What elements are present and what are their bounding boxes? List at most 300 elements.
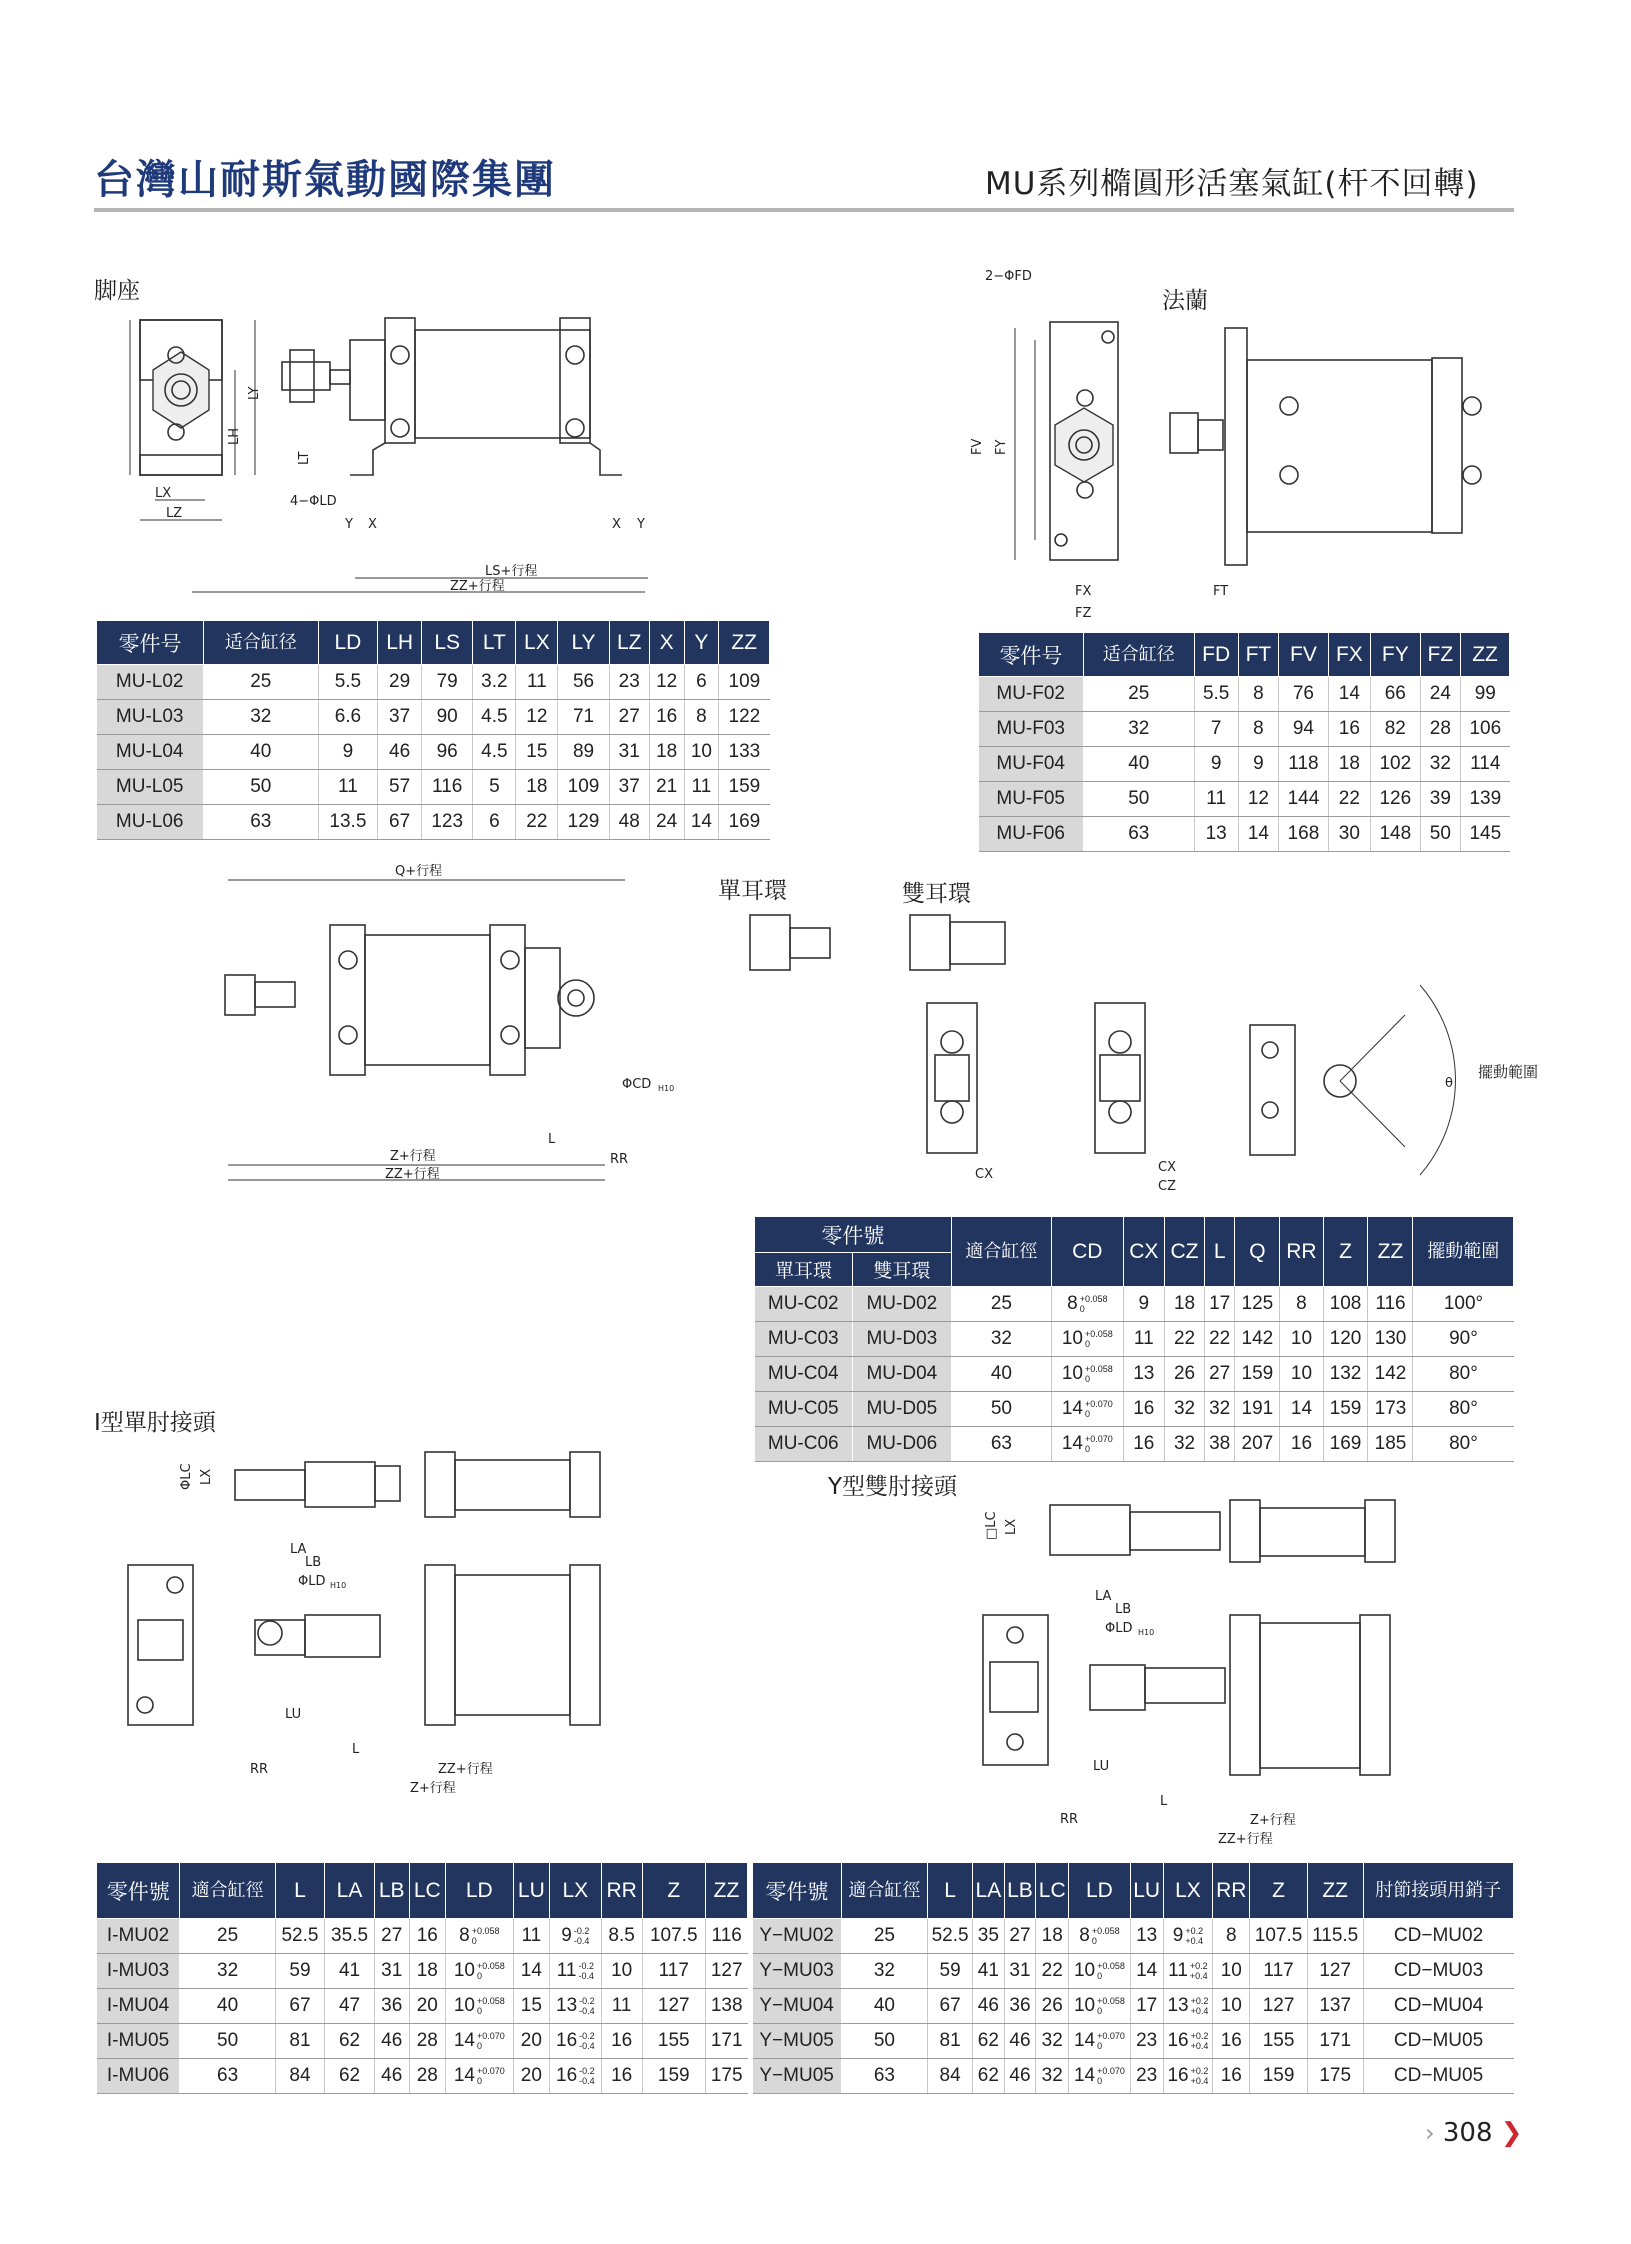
tolerance — [477, 1996, 505, 2016]
flange-th: FT — [1238, 633, 1278, 677]
dim-cz: CZ — [1158, 1179, 1176, 1194]
flange-th: FX — [1328, 633, 1370, 677]
table-row — [753, 1989, 1514, 2024]
tolerance — [1191, 2066, 1209, 2086]
foot-cell: 3.2 — [473, 665, 516, 700]
chevron-right-icon: › — [1425, 2119, 1435, 2147]
y-th: LD — [1069, 1863, 1130, 1919]
tol-upper: -0.2 — [579, 2065, 595, 2076]
flange-cell: 30 — [1328, 817, 1370, 852]
tol-lower: +0.4 — [1185, 1935, 1204, 1946]
tolerance — [1085, 1329, 1113, 1349]
y-rr: 8 — [1213, 1919, 1250, 1954]
i-th: 適合缸徑 — [180, 1863, 275, 1919]
tol-upper: +0.058 — [1097, 1995, 1125, 2006]
tol-upper: +0.058 — [471, 1925, 500, 1936]
clevis-cz: 32 — [1165, 1392, 1205, 1427]
clevis-th-cx: CX — [1123, 1217, 1165, 1287]
foot-cell: 18 — [649, 735, 684, 770]
clevis-l: 17 — [1204, 1287, 1234, 1322]
dim-ft: FT — [1213, 584, 1229, 599]
tol-upper: +0.070 — [1097, 2065, 1125, 2076]
dim-y-zz: ZZ+行程 — [1218, 1832, 1273, 1847]
y-ld: 8 +0.058 0 — [1069, 1919, 1130, 1954]
tol-upper: -0.2 — [579, 2030, 595, 2041]
flange-cell: 24 — [1420, 677, 1460, 712]
table-row — [97, 735, 770, 770]
clevis-cz: 26 — [1165, 1357, 1205, 1392]
table-row — [753, 1954, 1514, 1989]
clevis-part-single: MU-C04 — [755, 1357, 853, 1392]
dim-lt: LT — [297, 451, 312, 465]
dim-rr-clevis: RR — [610, 1152, 629, 1167]
i-ld: 10 +0.058 0 — [445, 1989, 513, 2024]
clevis-th-bore: 適合缸徑 — [951, 1217, 1051, 1287]
y-joint-drawing — [975, 1490, 1445, 1850]
header-divider — [94, 208, 1514, 212]
clevis-zz: 142 — [1368, 1357, 1413, 1392]
table-row — [97, 1989, 748, 2024]
dim-ls-stroke: LS+行程 — [485, 564, 538, 579]
y-joint-label: Y型雙肘接頭 — [828, 1474, 958, 1500]
table-row — [755, 1287, 1514, 1322]
clevis-rr: 16 — [1280, 1427, 1323, 1462]
tol-upper: -0.2 — [573, 1925, 590, 1936]
dim-i-zz: ZZ+行程 — [438, 1762, 493, 1777]
flange-cell: 32 — [1083, 712, 1194, 747]
tol-lower: -0.4 — [579, 2005, 595, 2016]
i-lu: 20 — [513, 2024, 549, 2059]
dim-fy: FY — [994, 439, 1009, 455]
y-th: LA — [973, 1863, 1005, 1919]
i-th: LA — [325, 1863, 375, 1919]
table-row — [97, 665, 770, 700]
clevis-part-single: MU-C02 — [755, 1287, 853, 1322]
flange-cell: MU-F06 — [979, 817, 1084, 852]
flange-cell: 14 — [1328, 677, 1370, 712]
i-zz: 171 — [705, 2024, 747, 2059]
tol-upper: +0.058 — [1085, 1328, 1113, 1339]
foot-th: LT — [473, 621, 516, 665]
clevis-z: 159 — [1323, 1392, 1368, 1427]
tol-upper: +0.2 — [1190, 2065, 1209, 2076]
y-th: Z — [1250, 1863, 1307, 1919]
i-la: 35.5 — [325, 1919, 375, 1954]
i-th: ZZ — [705, 1863, 747, 1919]
tol-lower: 0 — [1091, 1935, 1097, 1946]
i-ld: 10 +0.058 0 — [445, 1954, 513, 1989]
flange-cell: 106 — [1461, 712, 1510, 747]
i-rr: 16 — [601, 2059, 642, 2094]
page-number-value: 308 — [1442, 2118, 1493, 2148]
foot-cell: 9 — [318, 735, 378, 770]
clevis-bore: 50 — [951, 1392, 1051, 1427]
clevis-l: 32 — [1204, 1392, 1234, 1427]
i-zz: 127 — [705, 1954, 747, 1989]
y-th: LX — [1163, 1863, 1213, 1919]
foot-cell: 56 — [558, 665, 609, 700]
table-row — [97, 1954, 748, 1989]
clevis-th-cd: CD — [1052, 1217, 1123, 1287]
clevis-zz: 116 — [1368, 1287, 1413, 1322]
table-row — [755, 1357, 1514, 1392]
chevron-red-icon: ❯ — [1500, 2118, 1523, 2148]
dim-fv: FV — [970, 438, 985, 455]
table-row — [753, 2059, 1514, 2094]
y-l: 67 — [928, 1989, 973, 2024]
clevis-q: 142 — [1235, 1322, 1280, 1357]
foot-cell: 46 — [378, 735, 422, 770]
dim-y-lc: □LC — [984, 1511, 999, 1540]
flange-cell: 145 — [1461, 817, 1510, 852]
tol-lower: 0 — [476, 2040, 482, 2051]
i-lu: 11 — [513, 1919, 549, 1954]
tol-lower: 0 — [476, 2075, 482, 2086]
foot-cell: 5.5 — [318, 665, 378, 700]
y-lb: 46 — [1004, 2059, 1036, 2094]
foot-th: 适合缸径 — [203, 621, 318, 665]
foot-th: LZ — [609, 621, 649, 665]
i-zz: 175 — [705, 2059, 747, 2094]
table-row — [97, 2024, 748, 2059]
y-part: Y−MU03 — [753, 1954, 842, 1989]
y-z: 117 — [1250, 1954, 1307, 1989]
dim-cd: ΦCD — [622, 1077, 652, 1092]
dim-y-ld: ΦLD — [1105, 1621, 1133, 1636]
y-lb: 36 — [1004, 1989, 1036, 2024]
foot-cell: 18 — [516, 770, 558, 805]
flange-cell: 139 — [1461, 782, 1510, 817]
dim-zz-stroke-clevis: ZZ+行程 — [385, 1167, 440, 1182]
dim-i-lx: LX — [199, 1468, 214, 1485]
tol-lower: 0 — [1097, 2040, 1103, 2051]
clevis-th-swing: 擺動範圍 — [1413, 1217, 1514, 1287]
tolerance — [1097, 2066, 1125, 2086]
y-lb: 31 — [1004, 1954, 1036, 1989]
y-rr: 10 — [1213, 1989, 1250, 2024]
i-ld: 8 +0.058 0 — [445, 1919, 513, 1954]
flange-cell: 12 — [1238, 782, 1278, 817]
i-z: 159 — [642, 2059, 705, 2094]
flange-cell: 40 — [1083, 747, 1194, 782]
y-th: 零件號 — [753, 1863, 842, 1919]
clevis-z: 120 — [1323, 1322, 1368, 1357]
foot-cell: 4.5 — [473, 700, 516, 735]
dim-i-lu: LU — [285, 1707, 302, 1722]
y-rr: 16 — [1213, 2024, 1250, 2059]
swing-range-drawing — [1245, 985, 1539, 1185]
clevis-part-single: MU-C05 — [755, 1392, 853, 1427]
tolerance — [574, 1926, 590, 1946]
foot-cell: 57 — [378, 770, 422, 805]
y-lx: 16 +0.2 +0.4 — [1163, 2059, 1213, 2094]
i-bore: 50 — [180, 2024, 275, 2059]
dim-theta: θ — [1445, 1076, 1453, 1091]
clevis-th-l: L — [1204, 1217, 1234, 1287]
i-bore: 63 — [180, 2059, 275, 2094]
y-part: Y−MU02 — [753, 1919, 842, 1954]
foot-cell: 12 — [516, 700, 558, 735]
tol-upper: -0.2 — [578, 1960, 594, 1971]
clevis-bore: 32 — [951, 1322, 1051, 1357]
clevis-drawing — [220, 860, 675, 1190]
clevis-ang: 90° — [1413, 1322, 1514, 1357]
y-z: 127 — [1250, 1989, 1307, 2024]
y-bore: 32 — [841, 1954, 927, 1989]
foot-cell: 109 — [719, 665, 770, 700]
tol-lower: +0.4 — [1190, 2040, 1209, 2051]
foot-cell: 123 — [422, 805, 473, 840]
tol-lower: -0.4 — [578, 1970, 594, 1981]
table-row — [97, 805, 770, 840]
tol-lower: +0.4 — [1190, 2075, 1209, 2086]
flange-cell: 16 — [1328, 712, 1370, 747]
y-ld: 10 +0.058 0 — [1069, 1954, 1130, 1989]
clevis-cd: 14 +0.070 0 — [1052, 1392, 1123, 1427]
flange-cell: 50 — [1083, 782, 1194, 817]
i-part: I-MU04 — [97, 1989, 180, 2024]
foot-th: X — [649, 621, 684, 665]
foot-cell: 90 — [422, 700, 473, 735]
clevis-rr: 8 — [1280, 1287, 1323, 1322]
foot-cell: 10 — [684, 735, 719, 770]
i-zz: 138 — [705, 1989, 747, 2024]
y-pin: CD−MU03 — [1363, 1954, 1513, 1989]
y-lu: 13 — [1130, 1919, 1163, 1954]
dim-i-lc: ΦLC — [179, 1463, 194, 1490]
clevis-bore: 25 — [951, 1287, 1051, 1322]
flange-cell: 50 — [1420, 817, 1460, 852]
y-lc: 22 — [1036, 1954, 1069, 1989]
i-th: LB — [374, 1863, 409, 1919]
clevis-cz: 22 — [1165, 1322, 1205, 1357]
y-ld: 14 +0.070 0 — [1069, 2059, 1130, 2094]
y-lu: 14 — [1130, 1954, 1163, 1989]
flange-mount-drawing — [970, 269, 1515, 621]
y-ld: 14 +0.070 0 — [1069, 2024, 1130, 2059]
foot-mount-table — [96, 620, 770, 840]
foot-cell: 31 — [609, 735, 649, 770]
tol-lower: 0 — [471, 1935, 477, 1946]
clevis-part-double: MU-D02 — [853, 1287, 952, 1322]
i-bore: 40 — [180, 1989, 275, 2024]
y-part: Y−MU05 — [753, 2024, 842, 2059]
table-row — [97, 770, 770, 805]
clevis-th-single: 單耳環 — [755, 1253, 853, 1287]
flange-cell: MU-F03 — [979, 712, 1084, 747]
foot-th: 零件号 — [97, 621, 204, 665]
foot-cell: 37 — [378, 700, 422, 735]
flange-th: FD — [1194, 633, 1238, 677]
clevis-part-double: MU-D05 — [853, 1392, 952, 1427]
flange-cell: 28 — [1420, 712, 1460, 747]
dim-fz: FZ — [1075, 606, 1092, 621]
tol-upper: +0.058 — [1097, 1960, 1125, 1971]
tol-lower: 0 — [1097, 2075, 1103, 2086]
flange-cell: 82 — [1371, 712, 1421, 747]
foot-cell: 12 — [649, 665, 684, 700]
tolerance — [477, 1961, 505, 1981]
y-lc: 32 — [1036, 2024, 1069, 2059]
foot-cell: 27 — [609, 700, 649, 735]
tol-upper: +0.058 — [476, 1995, 505, 2006]
i-part: I-MU02 — [97, 1919, 180, 1954]
dim-i-lb: LB — [305, 1555, 322, 1570]
table-row — [97, 2059, 748, 2094]
flange-cell: 8 — [1238, 712, 1278, 747]
tolerance — [477, 2031, 505, 2051]
dim-y-lx: LX — [1004, 1518, 1019, 1535]
i-lx: 16 -0.2 -0.4 — [549, 2024, 601, 2059]
tolerance — [1092, 1926, 1120, 1946]
y-th: LC — [1036, 1863, 1069, 1919]
flange-th: FZ — [1420, 633, 1460, 677]
dim-y-la: LA — [1095, 1589, 1112, 1604]
clevis-ang: 80° — [1413, 1392, 1514, 1427]
tol-upper: +0.070 — [476, 2030, 505, 2041]
foot-cell: MU-L03 — [97, 700, 204, 735]
table-row — [753, 1919, 1514, 1954]
i-l: 52.5 — [275, 1919, 325, 1954]
y-bore: 63 — [841, 2059, 927, 2094]
foot-cell: 11 — [318, 770, 378, 805]
i-z: 107.5 — [642, 1919, 705, 1954]
clevis-cd: 14 +0.070 0 — [1052, 1427, 1123, 1462]
dim-i-ld-sub: H10 — [330, 1581, 347, 1590]
i-th: RR — [601, 1863, 642, 1919]
y-part: Y−MU05 — [753, 2059, 842, 2094]
clevis-zz: 130 — [1368, 1322, 1413, 1357]
table-row — [753, 2024, 1514, 2059]
i-ld: 14 +0.070 0 — [445, 2059, 513, 2094]
foot-cell: 4.5 — [473, 735, 516, 770]
tol-lower: -0.4 — [579, 2040, 595, 2051]
tol-lower: +0.4 — [1190, 2005, 1209, 2016]
i-th: Z — [642, 1863, 705, 1919]
i-lx: 9 -0.2 -0.4 — [549, 1919, 601, 1954]
clevis-z: 132 — [1323, 1357, 1368, 1392]
i-la: 62 — [325, 2024, 375, 2059]
foot-cell: 71 — [558, 700, 609, 735]
foot-cell: 50 — [203, 770, 318, 805]
tolerance — [1097, 2031, 1125, 2051]
flange-th: FV — [1279, 633, 1329, 677]
tolerance — [1185, 1926, 1203, 1946]
foot-cell: 67 — [378, 805, 422, 840]
i-la: 47 — [325, 1989, 375, 2024]
y-th: RR — [1213, 1863, 1250, 1919]
i-th: LD — [445, 1863, 513, 1919]
tolerance — [579, 1996, 595, 2016]
y-rr: 16 — [1213, 2059, 1250, 2094]
i-rr: 11 — [601, 1989, 642, 2024]
tol-lower: 0 — [1085, 1408, 1091, 1419]
foot-cell: 23 — [609, 665, 649, 700]
i-rr: 16 — [601, 2024, 642, 2059]
foot-cell: 48 — [609, 805, 649, 840]
flange-cell: 7 — [1194, 712, 1238, 747]
tol-upper: +0.2 — [1185, 1925, 1204, 1936]
i-lc: 20 — [409, 1989, 445, 2024]
i-z: 155 — [642, 2024, 705, 2059]
i-lu: 20 — [513, 2059, 549, 2094]
tol-lower: 0 — [1085, 1338, 1091, 1349]
y-z: 107.5 — [1250, 1919, 1307, 1954]
flange-cell: 9 — [1238, 747, 1278, 782]
i-joint-label: I型單肘接頭 — [94, 1410, 216, 1436]
i-lx: 16 -0.2 -0.4 — [549, 2059, 601, 2094]
foot-cell: 14 — [684, 805, 719, 840]
clevis-cz: 18 — [1165, 1287, 1205, 1322]
foot-cell: 32 — [203, 700, 318, 735]
foot-th: LY — [558, 621, 609, 665]
tolerance — [579, 2066, 595, 2086]
y-la: 62 — [973, 2059, 1005, 2094]
y-ld: 10 +0.058 0 — [1069, 1989, 1130, 2024]
table-row — [979, 817, 1510, 852]
foot-cell: 6.6 — [318, 700, 378, 735]
dim-y-left: Y — [345, 517, 353, 532]
clevis-th-z: Z — [1323, 1217, 1368, 1287]
flange-cell: 114 — [1461, 747, 1510, 782]
i-th: LU — [513, 1863, 549, 1919]
clevis-cd: 8 +0.058 0 — [1052, 1287, 1123, 1322]
clevis-z: 108 — [1323, 1287, 1368, 1322]
clevis-group-header: 零件號 — [755, 1217, 952, 1253]
clevis-th-cz: CZ — [1165, 1217, 1205, 1287]
i-lc: 28 — [409, 2024, 445, 2059]
dim-i-ld: ΦLD — [298, 1574, 326, 1589]
clevis-rr: 10 — [1280, 1322, 1323, 1357]
dim-y-rr: RR — [1060, 1812, 1079, 1827]
i-joint-drawing — [120, 1440, 640, 1800]
y-z: 155 — [1250, 2024, 1307, 2059]
i-lc: 28 — [409, 2059, 445, 2094]
clevis-part-single: MU-C06 — [755, 1427, 853, 1462]
flange-cell: 102 — [1371, 747, 1421, 782]
foot-cell: MU-L05 — [97, 770, 204, 805]
tol-lower: -0.4 — [573, 1935, 590, 1946]
foot-cell: 122 — [719, 700, 770, 735]
i-lu: 15 — [513, 1989, 549, 2024]
clevis-part-double: MU-D03 — [853, 1322, 952, 1357]
tolerance — [1191, 1996, 1209, 2016]
y-joint-table — [752, 1862, 1514, 2094]
i-bore: 25 — [180, 1919, 275, 1954]
y-th: L — [928, 1863, 973, 1919]
clevis-cd: 10 +0.058 0 — [1052, 1322, 1123, 1357]
y-th: LB — [1004, 1863, 1036, 1919]
foot-cell: 29 — [378, 665, 422, 700]
i-lb: 31 — [374, 1954, 409, 1989]
flange-cell: 11 — [1194, 782, 1238, 817]
tolerance — [1097, 1961, 1125, 1981]
i-lc: 16 — [409, 1919, 445, 1954]
y-lc: 32 — [1036, 2059, 1069, 2094]
flange-cell: 99 — [1461, 677, 1510, 712]
dim-z-stroke: Z+行程 — [390, 1149, 436, 1164]
dim-l-clevis: L — [548, 1132, 556, 1147]
clevis-cd: 10 +0.058 0 — [1052, 1357, 1123, 1392]
i-la: 41 — [325, 1954, 375, 1989]
clevis-q: 159 — [1235, 1357, 1280, 1392]
tol-upper: +0.058 — [1091, 1925, 1120, 1936]
y-lu: 17 — [1130, 1989, 1163, 2024]
table-row — [755, 1427, 1514, 1462]
i-part: I-MU05 — [97, 2024, 180, 2059]
foot-cell: 22 — [516, 805, 558, 840]
clevis-ang: 80° — [1413, 1357, 1514, 1392]
